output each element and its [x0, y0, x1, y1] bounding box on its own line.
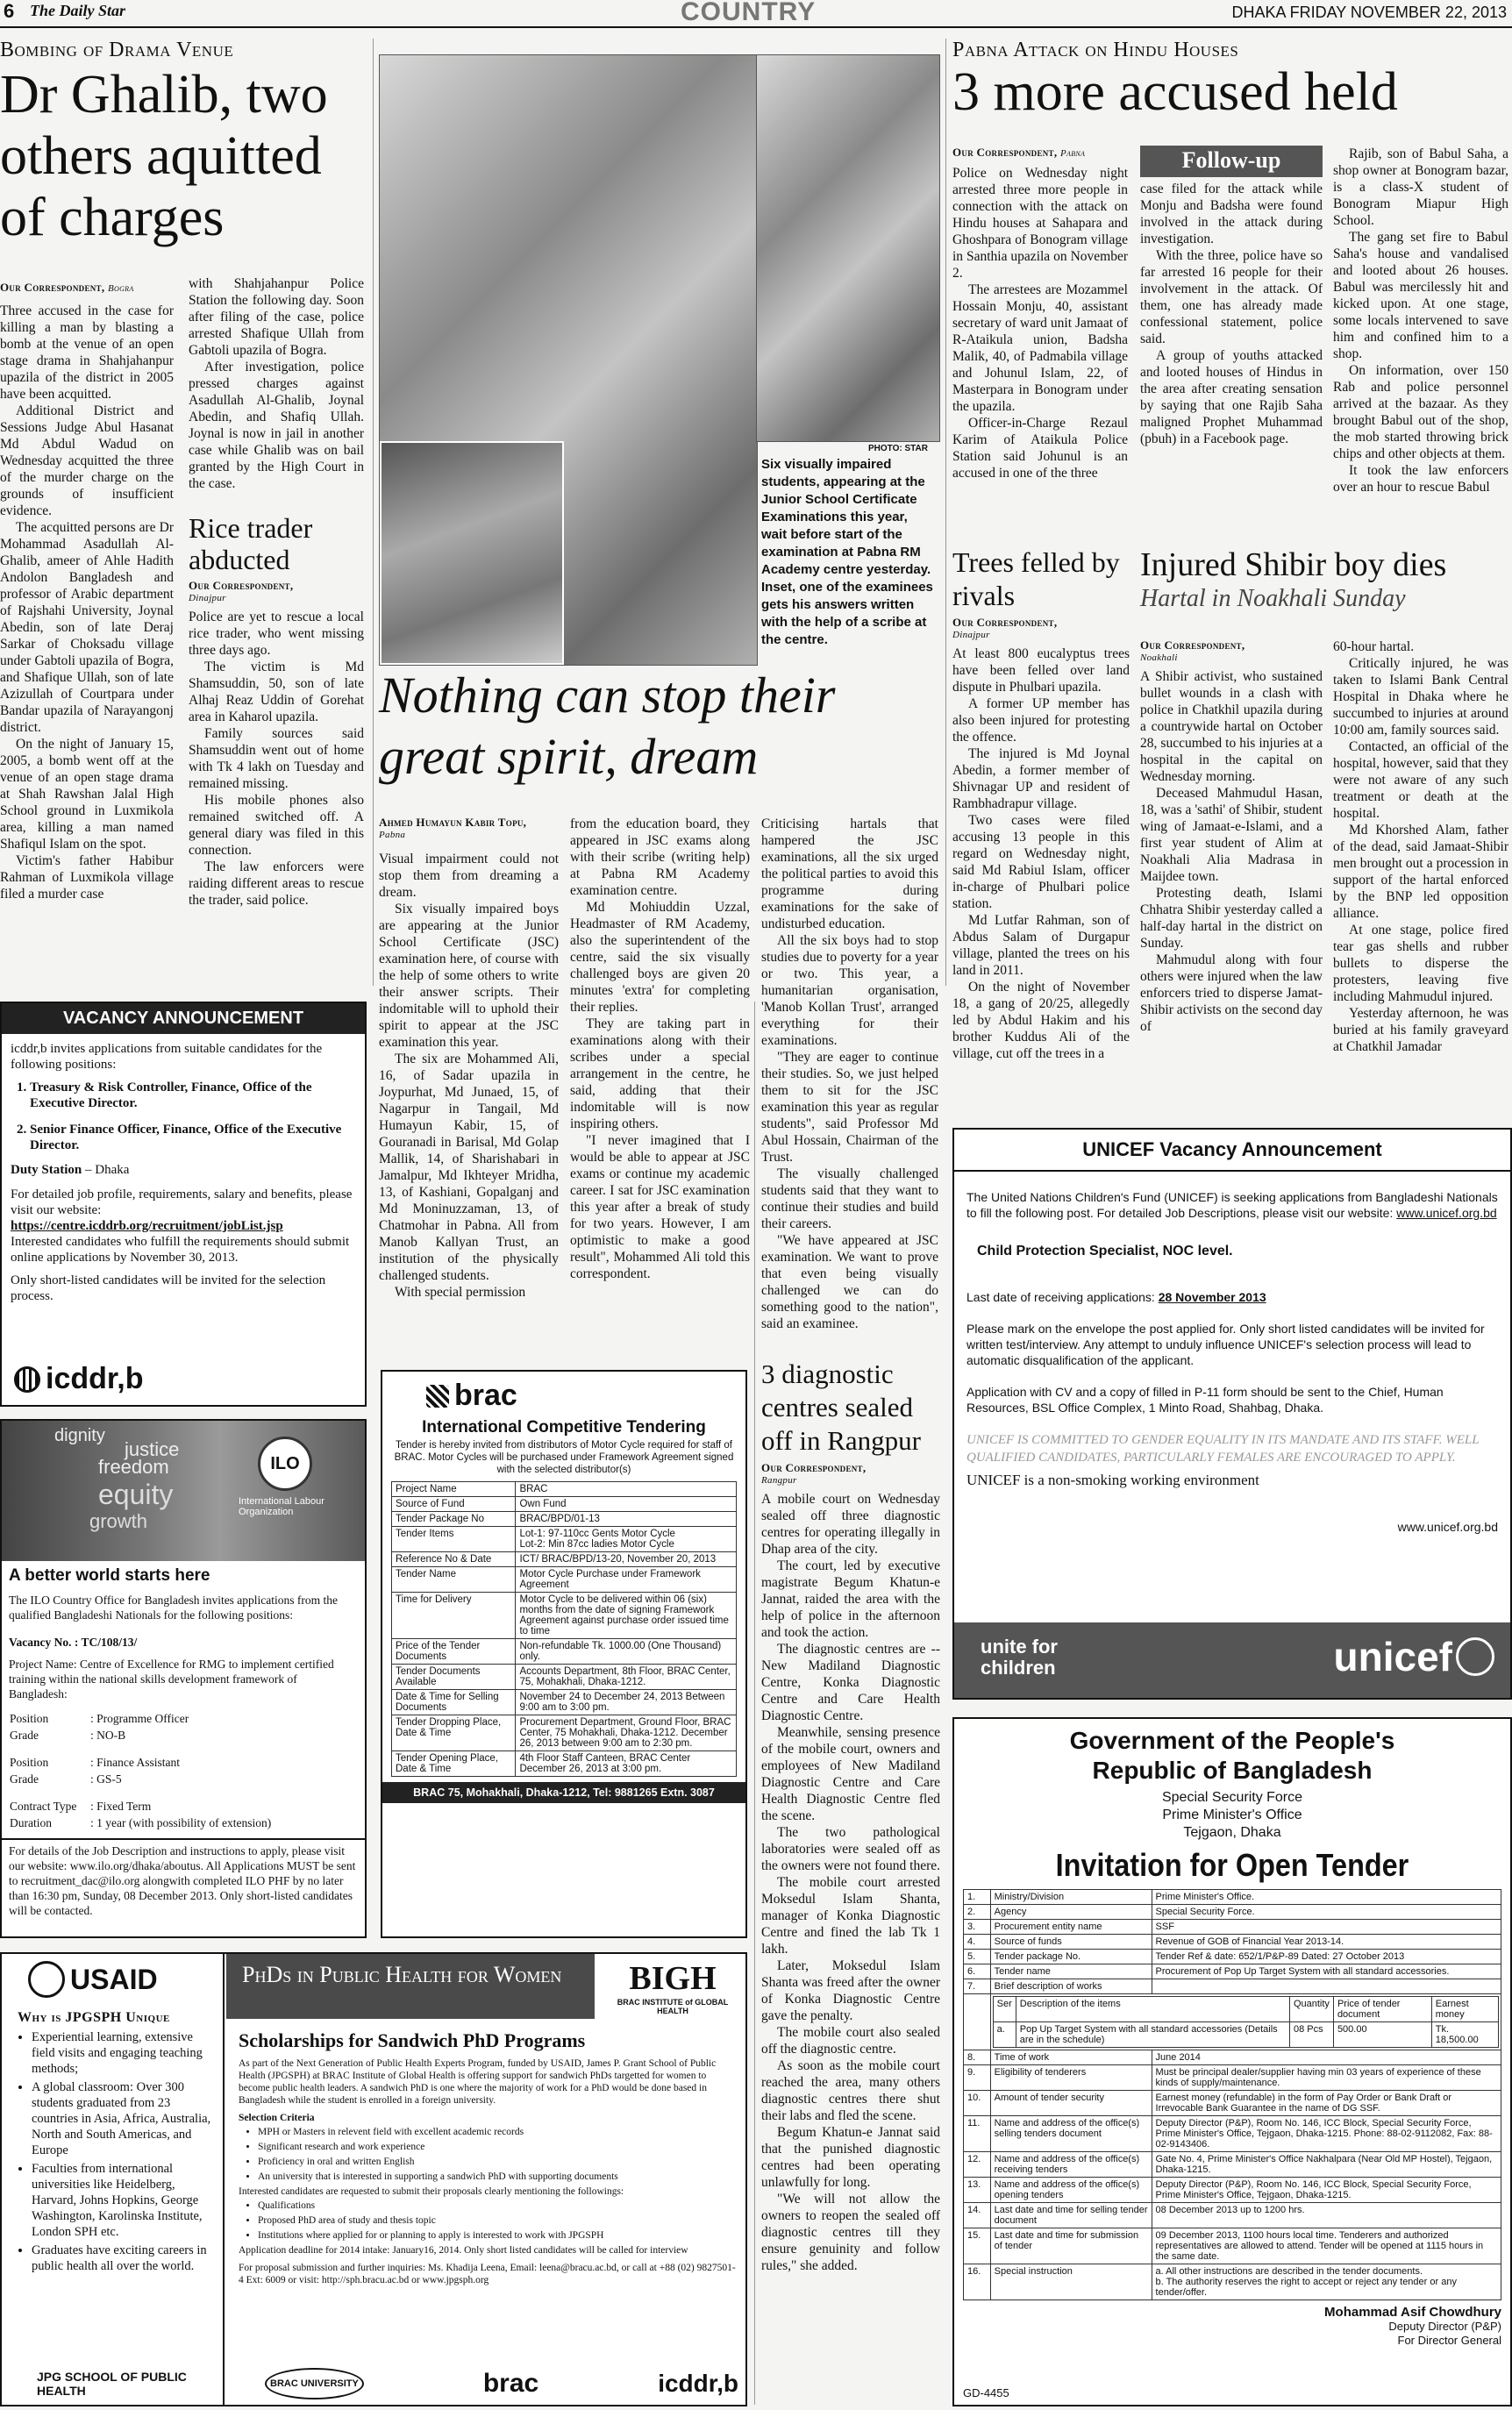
smoke-text: UNICEF is a non-smoking working environment	[966, 1472, 1259, 1488]
paragraph: case filed for the attack while Monju and Badsha were found involved in the attack during investigation.	[1140, 182, 1323, 246]
vacancy-number: Vacancy No. : TC/108/13/	[9, 1636, 138, 1649]
ghalib-story	[0, 39, 364, 984]
table-row: 1. Ministry/Division Prime Minister's Office.	[964, 1890, 1501, 1905]
paragraph: Later, Moksedul Islam Shanta was freed after the owner of Konka Diagnostic Centre gave the penalty.	[761, 1958, 940, 2023]
paragraph: After investigation, police pressed charges against Asadullah Al-Ghalib, Joynal Abedin, and Shafiq Ullah. Joynal is now in jail in another case while Ghalib was on bail granted by the High Court in the case.	[189, 360, 364, 491]
ghalib-col-1: Our Correspondent, Bogra Three accused in the case for killing a man by blasting a bomb at the venue of an open stage drama in Shahjahanpur upazila of the district in 2005 have been acquitted. Additional District and Sessions Judge Abul Hasanat Md Abdul Wadud on Wednesday acquitted the three of the murder charge on the grounds of insufficient evidence. The acquitted persons are Dr Mohammad Asadullah Al-Ghalib, ameer of Ahle Hadith Andolon Bangladesh and professor of Arabic department of Rajshahi University, Joynal Abedin, son of late Deraj Sarkar of Choksadu village under Gabtoli upazila of Bogra, and Shafique Ullah, son of late Azizullah of Courtpara under Bandar upazila of Narayangonj district. On the night of January 15, 2005, a bomb went off at the venue of an open stage drama at Shah Rawshan Jalal High School ground in Luxmikola area, killing a man named Shafiqul Islam on the spot. Victim's father Habibur Rahman of Luxmikola village filed a murder case	[0, 281, 174, 902]
paragraph: Victim's father Habibur Rahman of Luxmikola village filed a murder case	[0, 853, 174, 902]
table-row: 15. Last date and time for submission of tender 09 December 2013, 1100 hours local time. Tenderers and authorized representatives are allowed to attend. Tender will be opened at 1115 hours in the same date.	[964, 2228, 1501, 2264]
list-item: • Faculties from international universities like Heidelberg, Harvard, Johns Hopkins, George Washington, Karolinska Institute, London SPH etc.	[32, 2161, 214, 2240]
table-row: Date & Time for Selling Documents November 24 to December 24, 2013 Between 9:00 am to 3:00 pm.	[392, 1690, 737, 1715]
ad-title: UNICEF Vacancy Announcement	[954, 1130, 1510, 1172]
ad-intro: The United Nations Children's Fund (UNICEF) is seeking applications from Bangladeshi Nationals to fill the following post. For detailed Job Descriptions, please visit our website:	[966, 1190, 1498, 1220]
paragraph: The gang set fire to Babul Saha's house and vandalised and looted about 26 houses. Babul was mercilessly hit and kicked upon. At one stage, some locals intervened to save him and confined him to a shop.	[1333, 230, 1508, 361]
paragraph: A Shibir activist, who sustained bullet wounds in a clash with police in Chatkhil upazila during a countrywide hartal on October 28, succumbed to his injuries at a hospital in the capital on Wednesday morning.	[1140, 669, 1323, 784]
globe-icon	[14, 1366, 40, 1393]
paragraph: Officer-in-Charge Rezaul Karim of Ataikula Police Station said Johunul is an accused in one of the three	[952, 416, 1128, 481]
story-photo-right	[756, 54, 940, 442]
ilo-tagline: A better world starts here	[9, 1566, 210, 1585]
gov-title: Government of the People's Republic of Bangladesh	[1069, 1727, 1395, 1784]
paper-name: The Daily Star	[30, 2, 126, 19]
paragraph: Six visually impaired boys are appearing at the Junior School Certificate (JSC) examination here, of course with the help of some others to write their answer scripts. Their indomitable will to uphold their spirit to appear at the JSC examination this year.	[379, 902, 559, 1050]
followup-badge: Follow-up	[1140, 146, 1323, 177]
paragraph: Three accused in the case for killing a man by blasting a bomb at the venue of an open stage drama in Shahjahanpur upazila of the district in 2005 have been acquitted.	[0, 303, 174, 402]
unicef-vacancy-ad: UNICEF Vacancy Announcement The United Nations Children's Fund (UNICEF) is seeking applications from Bangladeshi Nationals to fill the following post. For detailed Job Descriptions, please visit our website: www.unicef.org.bd Child Protection Specialist, NOC level. Last date of receiving applications: 28 November 2013 Please mark on the envelope the post applied for. Only short listed candidates will be invited for written test/interview. Any attempt to unduly influence UNICEF's selection process will lead to automatic disqualification of the applicant. Application with CV and a copy of filled in P-11 form should be sent to the Chief, Human Resources, BSL Office Complex, 1 Minto Road, Shahbag, Dhaka. UNICEF IS COMMITTED TO GENDER EQUALITY IN ITS MANDATE AND ITS STAFF. WELL QUALIFIED CANDIDATES, PARTICULARLY FEMALES ARE ENCOURAGED TO APPLY. UNICEF is a non-smoking working environment www.unicef.org.bd unite for children unicef	[952, 1128, 1512, 1700]
byline: Our Correspondent,	[761, 1461, 867, 1474]
table-row: 12. Name and address of the office(s) receiving tenders Gate No. 4, Prime Minister's Office Nakhalpara (Near Old MP Hostel), Tejgaon, Dhaka-1215.	[964, 2152, 1501, 2178]
usaid-seal-icon	[28, 1961, 65, 1998]
table-row: 6. Tender name Procurement of Pop Up Target System with all standard accessories.	[964, 1964, 1501, 1979]
table-row: Tender Documents Available Accounts Department, 8th Floor, BRAC Center, 75, Mohakhali, Dhaka-1212.	[392, 1665, 737, 1690]
page-number: 6	[4, 0, 15, 22]
paragraph: with Shahjahanpur Police Station the following day. Soon after filing of the case, police arrested Shafique Ullah from Gabtoli upazila of Bogra.	[189, 276, 364, 358]
table-row: Time for Delivery Motor Cycle to be delivered within 06 (six) months from the date of signing Framework Agreement against purchase order issued time to time	[392, 1593, 737, 1639]
paragraph: "They are eager to continue their studies. So, we just helped them to sit for the JSC examination this year as regular students", said Professor Md Abul Hossain, Chairman of the Trust.	[761, 1050, 938, 1165]
list-item: • MPH or Masters in relevent field with excellent academic records	[258, 2126, 738, 2138]
ilo-vacancy-ad: dignity justice freedom equity growth ILO International Labour Organization A better world starts here The ILO Country Office for Bangladesh invites applications from the qualified Bangladeshi Nationals for the following positions: Vacancy No. : TC/108/13/ Project Name: Centre of Excellence for RMG to implement certified training within the national skills development framework of Bangladesh: Position : Programme Officer Grade : NO-B Position : Finance Assistant Grade : GS-5 Contract Type : Fixed Term Duration : 1 year (with possibility of extension) For details of the Job Description and instructions to apply, please visit our website: www.ilo.org/dhaka/aboutus. All Applications MUST be sent to recruitment_dac@ilo.org alongwith completed ILO PHF by no later than 16:30 pm, Sunday, 08 December 2013. Only short-listed candidates will be contacted.	[0, 1419, 367, 1938]
unicef-site-link[interactable]: www.unicef.org.bd	[1396, 1206, 1497, 1220]
paragraph: His mobile phones also remained switched off. A general diary was filed in this connection.	[189, 793, 364, 858]
masthead	[0, 0, 1512, 28]
deadline: 28 November 2013	[1158, 1290, 1266, 1304]
pabna-col-3	[1333, 146, 1508, 496]
photo-caption: Six visually impaired students, appearing at the Junior School Certificate Examinations this year, wait before start of the examination at Pabna RM Academy centre yesterday. Inset, one of the examinees gets his answers written with the help of a scribe at the centre.	[761, 457, 933, 647]
table-row: Tender Name Motor Cycle Purchase under Framework Agreement	[392, 1567, 737, 1593]
ad-intro: Tender is hereby invited from distributors of Motor Cycle required for staff of BRAC. Motor Cycles will be purchased under Framework Agreement signed with the selected distributor(s)	[394, 1440, 734, 1475]
paragraph: Rajib, son of Babul Saha, a shop owner at Bonogram bazar, is a class-X student of Bonogram Miapur High School.	[1333, 146, 1508, 228]
table-row: 7. Brief description of works	[964, 1979, 1501, 1994]
list-item: • Institutions where applied for or planning to apply is interested to work with JPGSPH	[258, 2229, 738, 2242]
byline: Ahmed Humayun Kabir Topu,	[379, 816, 527, 829]
paragraph: A mobile court on Wednesday sealed off three diagnostic centres for operating illegally in Dhap area of the city.	[761, 1492, 940, 1557]
story-headline: Nothing can stop their great spirit, dream	[379, 667, 836, 785]
gov-ref: GD-4455	[963, 2386, 1009, 2399]
list-item: • Graduates have exciting careers in public health all over the world.	[32, 2242, 214, 2274]
paragraph: Police are yet to rescue a local rice trader, who went missing three days ago.	[189, 610, 364, 658]
paragraph: With special permission	[395, 1285, 526, 1300]
story-headline: Rice trader abducted	[189, 512, 313, 575]
jpg-heading: Scholarships for Sandwich PhD Programs	[239, 2029, 586, 2051]
byline: Our Correspondent,	[952, 616, 1058, 629]
list-item: • A global classroom: Over 300 students graduated from 23 countries in Asia, Africa, Australia, North and South Americas, and Europe	[32, 2079, 214, 2158]
pabna-col-2	[1140, 146, 1323, 447]
table-row: 11. Name and address of the office(s) selling tenders document Deputy Director (P&P), Room No. 146, ICC Block, Special Security Force, Prime Minister's Office, Tejgaon, Dhaka-1215. Phone: 88-02-9112082, Fax: 88-02-9143406.	[964, 2116, 1501, 2152]
paragraph: The mobile court also sealed off the diagnostic centre.	[761, 2025, 940, 2057]
icddrb-vacancy-ad	[0, 1002, 367, 1407]
story-headline: Dr Ghalib, two others aquitted of charges	[0, 65, 328, 247]
brac-mark-icon	[426, 1385, 449, 1408]
paragraph: The victim is Md Shamsuddin, 50, son of late Alhaj Reaz Uddin of Gorehat area in Kaharol upazila.	[189, 660, 364, 724]
signer-name: Mohammad Asif Chowdhury	[1324, 2305, 1501, 2320]
brac-logo: brac	[426, 1379, 737, 1413]
paragraph: Critically injured, he was taken to Islami Bank Central Hospital in Dhaka where he succumbed to injuries at around 10:00 am, family sources said.	[1333, 656, 1508, 738]
paragraph: Family sources said Shamsuddin went out of home with Tk 4 lakh on Tuesday and remained missing.	[189, 726, 364, 791]
table-row: Reference No & Date ICT/ BRAC/BPD/13-20, November 20, 2013	[392, 1552, 737, 1567]
table-row: Price of the Tender Documents Non-refundable Tk. 1000.00 (One Thousand) only.	[392, 1639, 737, 1665]
photo-credit: PHOTO: STAR	[868, 444, 928, 453]
equality-text: UNICEF IS COMMITTED TO GENDER EQUALITY IN ITS MANDATE AND ITS STAFF. WELL QUALIFIED CANDIDATES, PARTICULARLY FEMALES ARE ENCOURAGED TO APPLY.	[966, 1433, 1480, 1465]
story-photo	[379, 54, 758, 666]
jpg-intro: As part of the Next Generation of Public Health Experts Program, funded by USAID, James P. Grant School of Public Health (JPGSPH) at BRAC Institute of Global Health is offering support for sandwich PhDs targetted for women to become public health leaders. A sandwich PhD is one where the majority of work for a PhD would be done based in Bangladesh while the student is enrolled in a foreign university.	[239, 2058, 717, 2106]
globe-icon	[1456, 1637, 1494, 1676]
table-row: 16. Special instruction a. All other instructions are described in the tender documents. b. The authority reserves the right to accept or reject any tender or any tender/offer.	[964, 2264, 1501, 2300]
byline: Our Correspondent,	[952, 146, 1058, 159]
ilo-footer: For details of the Job Description and instructions to apply, please visit our website: www.ilo.org/dhaka/aboutus. All Applications MUST be sent to recruitment_dac@ilo.org alongwith completed ILO PHF by no later than 16:30 pm, Sunday, 08 December 2013. Only short-listed candidates will be contacted.	[2, 1838, 365, 1918]
jpg-school-logo: JPG SCHOOL OF PUBLIC HEALTH	[37, 2370, 187, 2398]
story-kicker: Pabna Attack on Hindu Houses	[952, 39, 1239, 61]
paragraph: from the education board, they appeared in JSC exams along with their scribe (writing help) at Pabna RM Academy examination centre.	[570, 816, 750, 898]
story-subhead: Hartal in Noakhali Sunday	[1140, 585, 1406, 612]
table-row: Tender Opening Place, Date & Time 4th Floor Staff Canteen, BRAC Center December 26, 2013 at 3:00 pm.	[392, 1751, 737, 1777]
detail-text: For detailed job profile, requirements, salary and benefits, please visit our website:	[11, 1187, 353, 1217]
trees-story: Trees felled by rivals Our Correspondent, Dinajpur At least 800 eucalyptus trees have been felled over land dispute in Phulbari upazila. A former UP member has also been injured for protesting the offence. The injured is Md Joynal Abedin, a former member of Shivnagar UP and resident of Rambhadrapur village. Two cases were filed accusing 13 people in this regard on Wednesday night, said Md Rabiul Islam, officer in-charge of Phulbari police station. Md Lutfar Rahman, son of Abdus Salam of Durgapur village, planted the trees on his land in 2011. On the night of November 18, a gang of 20/25, allegedly led by Abdul Hakim and his brother Kuddus Ali of the village, cut off the trees in a	[952, 546, 1130, 1061]
rangpur-story: 3 diagnostic centres sealed off in Rangpur Our Correspondent, Rangpur A mobile court on Wednesday sealed off three diagnostic centres for operating illegally in Dhap area of the city. The court, led by executive magistrate Begum Khatun-e Jannat, raided the area with the help of police in the afternoon and took the action. The diagnostic centres are -- New Madiland Diagnostic Centre, Konka Diagnostic Centre and Care Health Diagnostic Centre. Meanwhile, sensing presence of the mobile court, owners and employees of New Madiland Diagnostic Centre and Care Health Diagnostic Centre fled the scene. The two pathological laboratories were sealed off as the owners were not found there. The mobile court arrested Moksedul Islam Shanta, manager of Konka Diagnostic Centre and fined the lab Tk 1 lakh. Later, Moksedul Islam Shanta was freed after the owner of Konka Diagnostic Centre gave the penalty. The mobile court also sealed off the diagnostic centre. As soon as the mobile court reached the area, many others diagnostic centres there shut their labs and fled the scene. Begum Khatun-e Jannat said that the punished diagnostic centres had been operating unlawfully for long. "We will not allow the owners to reopen the sealed off diagnostic centres till they ensure genuinity and follow rules," she added.	[761, 1358, 941, 2273]
jpg-contact: For proposal submission and further inquiries: Ms. Khadija Leena, Email: leena@bracu.ac.bd, or call at +88 (02) 9827501-4 Ext: 6009 or visit: http://sph.bracu.ac.bd or www.jpgsph.org	[239, 2263, 736, 2285]
story-headline: Trees felled by rivals	[952, 546, 1120, 611]
unicef-band: unite for children unicef	[954, 1622, 1510, 1698]
list-item: • Significant research and work experience	[258, 2141, 738, 2153]
table-row: Ser Description of the items Quantity Price of tender document Earnest money a. Pop Up Target System with all standard accessories (Details are in the schedule) 08 Pcs 500.00 Tk. 18,500.00	[964, 1994, 1501, 2050]
bigh-logo: BIGH BRAC INSTITUTE of GLOBAL HEALTH	[617, 1960, 729, 2015]
icddrb-logo: icddr,b	[14, 1362, 143, 1396]
paragraph: The court, led by executive magistrate Begum Khatun-e Jannat, raided the area with the help of police in the afternoon and took the action.	[761, 1558, 940, 1640]
why-heading: Why is JPGSPH Unique	[18, 2010, 170, 2025]
shibir-col-1: Our Correspondent, Noakhali A Shibir activist, who sustained bullet wounds in a clash with police in Chatkhil upazila during a countrywide hartal on October 28, succumbed to his injuries at a hospital in the capital on Wednesday morning. Deceased Mahmudul Hasan, 18, was a 'sathi' of Shibir, student wing of Jamaat-e-Islami, and a first year student of Alim at Noakhali Alia Madrasa in Maijdee town. Protesting death, Islami Chhatra Shibir yesterday called a half-day hartal in the district on Sunday. Mahmudul along with four others were injured when the law enforcers tried to disperse Jamat-Shibir activists on the second day of	[1140, 638, 1323, 1034]
table-row: 14. Last date and time for selling tender document 08 December 2013 up to 1200 hrs.	[964, 2203, 1501, 2228]
paragraph: 60-hour hartal.	[1333, 639, 1415, 654]
byline: Our Correspondent,	[1140, 638, 1245, 652]
paragraph: Two cases were filed accusing 13 people in this regard on Wednesday night, said Md Rabiul Islam, officer in-charge of Phulbari police station.	[952, 813, 1130, 911]
paragraph: Yesterday afternoon, he was buried at his family graveyard at Chatkhil Jamadar	[1333, 1006, 1508, 1054]
list-item: • Experiential learning, extensive field visits and engaging teaching methods;	[32, 2029, 214, 2077]
brac-tender-table	[391, 1481, 737, 1777]
paragraph: As soon as the mobile court reached the area, many others diagnostic centres there shut their labs and fled the scene.	[761, 2058, 940, 2123]
cv-text: Application with CV and a copy of filled in P-11 form should be sent to the Chief, Human Resources, BSL Office Complex, 1 Minto Road, Shahbag, Dhaka.	[966, 1385, 1444, 1415]
table-row: Tender Package No BRAC/BPD/01-13	[392, 1512, 737, 1527]
list-item: • Proposed PhD area of study and thesis topic	[258, 2214, 738, 2227]
pabna-story	[952, 39, 1512, 124]
shibir-story	[1140, 545, 1512, 614]
paragraph: The visually challenged students said that they want to continue their studies and build their careers.	[761, 1166, 938, 1231]
story-headline: Injured Shibir boy dies	[1140, 546, 1447, 583]
story-kicker: Bombing of Drama Venue	[0, 39, 234, 61]
paragraph: The diagnostic centres are -- New Madiland Diagnostic Centre, Konka Diagnostic Centre and Care Health Diagnostic Centre.	[761, 1642, 940, 1723]
unicef-footer-site[interactable]: www.unicef.org.bd	[1397, 1520, 1498, 1534]
list-item: • Proficiency in oral and written English	[258, 2156, 738, 2168]
recruitment-link[interactable]: https://centre.icddrb.org/recruitment/jobList.jsp	[11, 1219, 283, 1233]
paragraph: All the six boys had to stop studies due to poverty for a year or two. This year, a humanitarian organisation, 'Manob Kollan Trust', arranged everything for their examinations.	[761, 933, 938, 1048]
paragraph: The law enforcers were raiding different areas to rescue the trader, said police.	[189, 859, 364, 908]
unicef-logo: unicef	[1334, 1633, 1494, 1680]
photo-story-col-1	[379, 851, 559, 1301]
paragraph: Protesting death, Islami Chhatra Shibir yesterday called a half-day hartal in the district on Sunday.	[1140, 886, 1323, 951]
shortlist-text: Only short-listed candidates will be invited for the selection process.	[11, 1273, 326, 1303]
table-row: Project Name BRAC	[392, 1482, 737, 1497]
table-row: 9. Eligibility of tenderers Must be principal dealer/supplier having min 03 years of experience of these kinds of supply/maintenance.	[964, 2065, 1501, 2091]
paragraph: A former UP member has also been injured for protesting the offence.	[952, 696, 1130, 745]
dateline: DHAKA FRIDAY NOVEMBER 22, 2013	[1231, 4, 1507, 21]
jpg-deadline: Application deadline for 2014 intake: January16, 2014. Only short listed candidates will be called for interview	[239, 2245, 688, 2256]
paragraph: At least 800 eucalyptus trees have been felled over land dispute in Phulbari upazila.	[952, 646, 1130, 695]
paragraph: Deceased Mahmudul Hasan, 18, was a 'sathi' of Shibir, student wing of Jamaat-e-Islami, and a first year student of Alim at Noakhali Alia Madrasa in Maijdee town.	[1140, 786, 1323, 884]
table-row: 8. Time of work June 2014	[964, 2050, 1501, 2065]
gov-tender-table	[963, 1889, 1501, 2300]
gov-heading: Invitation for Open Tender	[1055, 1847, 1409, 1883]
pabna-col-1: Our Correspondent, Pabna Police on Wednesday night arrested three more people in connection with the attack on Hindu houses at Sahapara and Ghoshpara of Bonogram village in Santhia upazila on November 2. The arrestees are Mozammel Hossain Monju, 40, assistant secretary of ward unit Jamaat of R-Ataikula union, Badsha Malik, 40, of Padmabila village and Johunul Islam, 22, of Masterpara in Bonogram under the upazila. Officer-in-Charge Rezaul Karim of Ataikula Police Station said Johunul is an accused in one of the three	[952, 146, 1128, 481]
paragraph: On the night of November 18, a gang of 20/25, allegedly led by Abdul Hakim and his brother Kuddus Ali of the village, cut off the trees in a	[952, 980, 1130, 1061]
online-text: Interested candidates who fulfill the requirements should submit online applications by November 30, 2013.	[11, 1235, 350, 1265]
jpgsph-scholarship-ad: USAID Why is JPGSPH Unique • Experiential learning, extensive field visits and engaging teaching methods; • A global classroom: Over 300 students graduated from 23 countries in Asia, Africa, Australia, North and South Americas, and Europe • Faculties from international universities like Heidelberg, Harvard, Johns Hopkins, George Washington, Karolinska Institute, London SPH etc. • Graduates have exciting careers in public health all over the world. JPG SCHOOL OF PUBLIC HEALTH PhDs in Public Health for Women BIGH BRAC INSTITUTE of GLOBAL HEALTH Scholarships for Sandwich PhD Programs As part of the Next Generation of Public Health Experts Program, funded by USAID, James P. Grant School of Public Health (JPGSPH) at BRAC Institute of Global Health is offering support for sandwich PhDs targetted for women to become public health leaders. A sandwich PhD is one where the majority of work for a PhD would be done based in Bangladesh while the student is enrolled in a foreign university. Selection Criteria • MPH or Masters in relevent field with excellent academic records • Significant research and work experience • Proficiency in oral and written English • An university that is interested in supporting a sandwich PhD with supporting documents Interested candidates are requested to submit their proposals clearly mentioning the followings: • Qualifications • Proposed PhD area of study and thesis topic • Institutions where applied for or planning to apply is interested to work with JPGSPH Application deadline for 2014 intake: January16, 2014. Only short listed candidates will be called for interview For proposal submission and further inquiries: Ms. Khadija Leena, Email: leena@bracu.ac.bd, or call at +88 (02) 9827501-4 Ext: 6009 or visit: http://sph.bracu.ac.bd or www.jpgsph.org BRAC UNIVERSITY brac icddr,b	[0, 1952, 747, 2406]
jpg-banner: PhDs in Public Health for Women	[226, 1954, 595, 2019]
paragraph: With the three, police have so far arrested 16 people for their involvement in the attack. Of them, one has already made confessional statement, police said.	[1140, 248, 1323, 346]
usaid-logo: USAID	[2, 1954, 223, 1998]
paragraph: Begum Khatun-e Jannat said that the punished diagnostic centres had been operating unlawfully for long.	[761, 2125, 940, 2190]
inset-photo	[380, 441, 564, 665]
photo-story-byline: Ahmed Humayun Kabir Topu, Pabna	[379, 816, 527, 840]
paragraph: Md Khorshed Alam, father of the dead, said Jamaat-Shibir men brought out a procession in support of the hartal enforced by the BNP led opposition alliance.	[1333, 823, 1508, 921]
ilo-intro: The ILO Country Office for Bangladesh invites applications from the qualified Bangladeshi Nationals for the following positions:	[9, 1594, 339, 1622]
paragraph: Police on Wednesday night arrested three more people in connection with the attack on Hindu houses at Sahapara and Ghoshpara of Bonogram village in Santhia upazila on November 2.	[952, 166, 1128, 281]
paragraph: The arrestees are Mozammel Hossain Monju, 40, assistant secretary of ward unit Jamaat of R-Ataikula union, Badsha Malik, 40, of Padmabila village and Johunul Islam, 22, of Masterpara in Bonogram under the upazila.	[952, 282, 1128, 414]
jpg-left-panel	[2, 1954, 225, 2405]
shibir-col-2	[1333, 638, 1508, 1055]
table-row: 4. Source of funds Revenue of GOB of Financial Year 2013-14.	[964, 1935, 1501, 1950]
brac-tender-ad	[381, 1370, 747, 1938]
ad-intro: icddr,b invites applications from suitable candidates for the following positions:	[11, 1042, 323, 1072]
photo-story-col-2	[570, 816, 750, 1282]
table-row: Tender Items Lot-1: 97-110cc Gents Motor Cycle Lot-2: Min 87cc ladies Motor Cycle	[392, 1527, 737, 1552]
paragraph: "We have appeared at JSC examination. We want to prove that even being visually challenged we can do something good to the nation", said an examinee.	[761, 1233, 938, 1331]
paragraph: The six are Mohammed Ali, 16, of Sadar upazila in Joypurhat, Md Junaed, 15, of Nagarpur in Tangail, Md Humayun Kabir, 15, of Gouranadi in Barisal, Md Golap Mallik, 14, of Sharishabari in Jamalpur, Md Ikhteyer Mridha, 13, of Kashiani, Gopalganj and Md Moninuzzaman, 13, of Chatmohar in Pabna. All from Manob Kallyan Trust, an institution of the physically challenged students.	[379, 1052, 559, 1283]
list-item: • Qualifications	[258, 2200, 738, 2212]
paragraph: Mahmudul along with four others were injured when the law enforcers tried to disperse Jamat-Shibir activists on the second day of	[1140, 952, 1323, 1034]
paragraph: "I never imagined that I would be able to appear at JSC exams or continue my academic career. I sat for JSC examination this year after a break of study for two years. However, I am optimistic to make a good result", Mohammed Ali told this correspondent.	[570, 1133, 750, 1281]
paragraph: Md Mohiuddin Uzzal, Headmaster of RM Academy, also the superintendent of the centre, said the six visually challenged boys are given 20 minutes 'extra' for completing their replies.	[570, 900, 750, 1015]
paragraph: Additional District and Sessions Judge Abul Hasanat Md Abdul Wadud on Wednesday acquitted the three of the murder charge on the grounds of insufficient evidence.	[0, 403, 174, 518]
ad-title: VACANCY ANNOUNCEMENT	[2, 1003, 365, 1034]
paragraph: "We will not allow the owners to reopen the sealed off diagnostic centres till they ensure genuinity and follow rules," she added.	[761, 2192, 940, 2273]
jpg-footer-logos: BRAC UNIVERSITY brac icddr,b	[265, 2368, 738, 2399]
byline: Our Correspondent,	[189, 579, 294, 592]
paragraph: Criticising hartals that hampered the JSC examinations, all the six urged the political parties to avoid this programme during examinations for the sake of undisturbed education.	[761, 816, 938, 931]
paragraph: On information, over 150 Rab and police personnel arrived at the bazaar. As they brought Babul out of the shop, the mob started throwing brick chips and other objects at them.	[1333, 363, 1508, 461]
rice-story: Rice trader abducted Our Correspondent, Dinajpur Police are yet to rescue a local rice trader, who went missing three days ago. The victim is Md Shamsuddin, 50, son of late Alhaj Reaz Uddin of Gorehat area in Kaharol upazila. Family sources said Shamsuddin went out of home with Tk 4 lakh on Tuesday and remained missing. His mobile phones also remained switched off. A general diary was filed in this connection. The law enforcers were raiding different areas to rescue the trader, said police.	[189, 512, 364, 908]
table-row: 13. Name and address of the office(s) opening tenders Deputy Director (P&P), Room No. 146, ICC Block, Special Security Force, Prime Minister's Office, Tejgaon, Dhaka-1215.	[964, 2178, 1501, 2203]
paragraph: At one stage, police fired tear gas shells and rubber bullets to disperse the protesters, leaving five including Mahmudul injured.	[1333, 923, 1508, 1004]
paragraph: On the night of January 15, 2005, a bomb went off at the venue of an open stage drama at Shah Rawshan Jalal High School ground in Luxmikola area, killing a man named Shafiqul Islam on the spot.	[0, 737, 174, 852]
paragraph: The acquitted persons are Dr Mohammad Asadullah Al-Ghalib, ameer of Ahle Hadith Andolon Bangladesh and professor of Arabic department of Rajshahi University, Joynal Abedin, son of late Deraj Sarkar of Choksadu village under Gabtoli upazila of Bogra, and Shafique Ullah, son of late Azizullah of Courtpara under Bandar upazila of Narayangonj district.	[0, 520, 174, 735]
position-item: 1. Treasury & Risk Controller, Finance, Office of the Executive Director.	[30, 1080, 356, 1111]
paragraph: The injured is Md Joynal Abedin, a former member of Shivnagar UP and resident of Rambhadrapur village.	[952, 746, 1130, 811]
story-headline: 3 diagnostic centres sealed off in Rangpur	[761, 1358, 921, 1456]
paragraph: The mobile court arrested Moksedul Islam Shanta, manager of Konka Diagnostic Centre and fined the lab Tk 1 lakh.	[761, 1875, 940, 1957]
ilo-logo: ILO	[258, 1437, 312, 1491]
table-row: Tender Dropping Place, Date & Time Procurement Department, Ground Floor, BRAC Center, 75 Mohakhali, Dhaka-1212. December 26, 2013 between 9:00 am to 2:30 pm.	[392, 1715, 737, 1751]
envelope-text: Please mark on the envelope the post applied for. Only short listed candidates will be invited for written test/interview. Any attempt to unduly influence UNICEF's selection process will lead to automatic disqualification of the applicant.	[966, 1322, 1485, 1367]
section-title: COUNTRY	[681, 0, 817, 26]
photo-story-col-3	[761, 816, 938, 1332]
table-row: Source of Fund Own Fund	[392, 1497, 737, 1512]
ghalib-col-2	[189, 275, 364, 492]
paragraph: Visual impairment could not stop them from dreaming a dream.	[379, 852, 559, 900]
paragraph: They are taking part in examinations along with their scribes under a special arrangement in the centre, he said, adding that their indomitable will is now inspiring others.	[570, 1016, 750, 1131]
table-row: 2. Agency Special Security Force.	[964, 1905, 1501, 1920]
paragraph: A group of youths attacked and looted houses of Hindus in the area after creating sensation by saying that one Rajib Saha maligned Prophet Muhammad (pbuh) in a Facebook page.	[1140, 348, 1323, 446]
table-row: 10. Amount of tender security Earnest money (refundable) in the form of Pay Order or Bank Draft or Irrevocable Bank Guarantee in the name of DG SSF.	[964, 2091, 1501, 2116]
table-row: 5. Tender package No. Tender Ref & date: 652/1/P&P-89 Dated: 27 October 2013	[964, 1950, 1501, 1964]
project-name: Project Name: Centre of Excellence for RMG to implement certified training within the national skills development framework of Bangladesh:	[9, 1658, 334, 1701]
paragraph: The two pathological laboratories were sealed off as the owners were not found there.	[761, 1825, 941, 1873]
table-row: 3. Procurement entity name SSF	[964, 1920, 1501, 1935]
ilo-banner: dignity justice freedom equity growth ILO International Labour Organization	[2, 1421, 365, 1561]
paragraph: Contacted, an official of the hospital, however, said that they were not aware of any such treatment or death at the hospital.	[1333, 739, 1508, 821]
paragraph: Meanwhile, sensing presence of the mobile court, owners and employees of New Madiland Diagnostic Centre and Care Health Diagnostic Centre fled the scene.	[761, 1725, 940, 1823]
ad-title: International Competitive Tendering	[422, 1418, 706, 1437]
paragraph: Md Lutfar Rahman, son of Abdus Salam of Durgapur village, planted the trees on his land in 2011.	[952, 913, 1130, 978]
duty-label: Duty Station	[11, 1163, 82, 1177]
position-item: 2. Senior Finance Officer, Finance, Office of the Executive Director.	[30, 1122, 356, 1153]
brac-footer: BRAC 75, Mohakhali, Dhaka-1212, Tel: 9881265 Extn. 3087	[382, 1782, 745, 1803]
paragraph: It took the law enforcers over an hour to rescue Babul	[1333, 463, 1508, 495]
list-item: • An university that is interested in supporting a sandwich PhD with supporting documents	[258, 2171, 738, 2183]
story-headline: 3 more accused held	[952, 62, 1398, 122]
byline: Our Correspondent,	[0, 281, 105, 294]
gov-tender-ad: Government of the People's Republic of Bangladesh Special Security Force Prime Minister's Office Tejgaon, Dhaka Invitation for Open Tender 1. Ministry/Division Prime Minister's Office. 2. Agency Special Security Force. 3. Procurement entity name SSF 4. Source of funds Revenue of GOB of Financial Year 2013-14. 5. Tender package No. Tender Ref & date: 652/1/P&P-89 Dated: 27 October 2013 6. Tender name Procurement of Pop Up Target System with all standard accessories. 7. Brief description of works Ser Description of the items Quantity Price of tender document Earnest money a. Pop Up Target System with all standard accessories (Details are in the schedule) 08 Pcs 500.00 Tk. 18,500.00 8. Time of work June 2014 9. Eligibility of tenderers Must be principal dealer/supplier having min 03 years of experience of these kinds of supply/maintenance. 10. Amount of tender security Earnest money (refundable) in the form of Pay Order or Bank Draft or Irrevocable Bank Guarantee in the name of DG SSF. 11. Name and address of the office(s) selling tenders document Deputy Director (P&P), Room No. 146, ICC Block, Special Security Force, Prime Minister's Office, Tejgaon, Dhaka-1215. Phone: 88-02-9112082, Fax: 88-02-9143406. 12. Name and address of the office(s) receiving tenders Gate No. 4, Prime Minister's Office Nakhalpara (Near Old MP Hostel), Tejgaon, Dhaka-1215. 13. Name and address of the office(s) opening tenders Deputy Director (P&P), Room No. 146, ICC Block, Special Security Force, Prime Minister's Office, Tejgaon, Dhaka-1215. 14. Last date and time for selling tender document 08 December 2013 up to 1200 hrs. 15. Last date and time for submission of tender 09 December 2013, 1100 hours local time. Tenderers and authorized representatives are allowed to attend. Tender will be opened at 1115 hours in the same date. 16. Special instruction a. All other instructions are described in the tender documents. b. The authority reserves the right to accept or reject any tender or any tender/offer. Mohammad Asif Chowdhury Deputy Director (P&P) For Director General GD-4455	[952, 1717, 1512, 2406]
post-title: Child Protection Specialist, NOC level.	[977, 1244, 1233, 1258]
duty-value: – Dhaka	[85, 1163, 130, 1177]
